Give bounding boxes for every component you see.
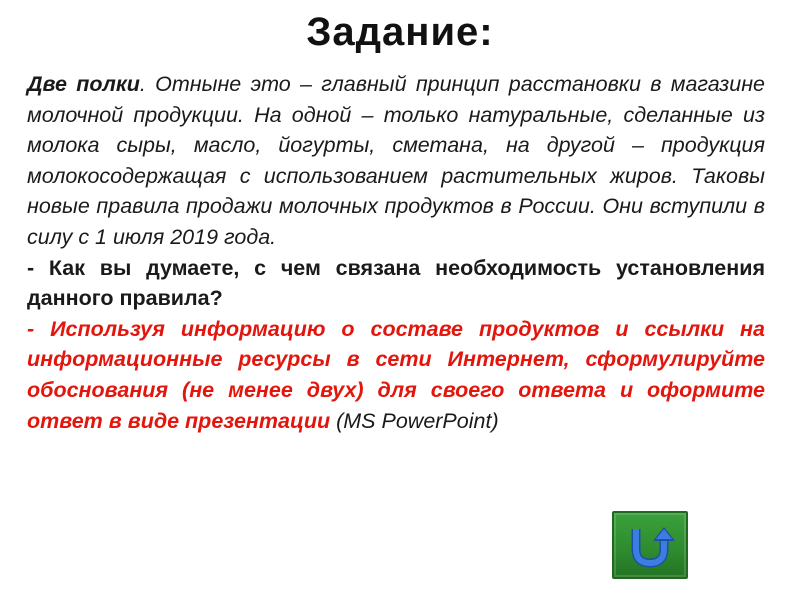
question-paragraph: - Как вы думаете, с чем связана необходимость установления данного правила? xyxy=(27,255,765,311)
task-paragraph xyxy=(27,314,765,436)
intro-lead: Две полки xyxy=(27,72,140,96)
intro-paragraph xyxy=(27,69,765,253)
return-arrow-icon xyxy=(622,519,678,571)
slide-content xyxy=(27,69,765,436)
page-title: Задание: xyxy=(306,10,494,54)
task-text: - Используя информацию о составе продуктов и ссылки на информационные ресурсы в сети Интернет, сформулируйте обоснования (не менее двух) для своего ответа и оформите ответ в виде презентации xyxy=(27,316,765,433)
return-button[interactable] xyxy=(612,511,688,579)
task-app-name: (MS PowerPoint) xyxy=(336,408,499,433)
intro-text: . Отныне это – главный принцип расстановки в магазине молочной продукции. На одной – только натуральные, сделанные из молока сыры, масло, йогурты, сметана, на другой – продукция молокосодержащая с использованием растительных жиров. Таковы новые правила продажи молочных продуктов в России. Они вступили в силу с 1 июля 2019 года. xyxy=(27,72,765,249)
